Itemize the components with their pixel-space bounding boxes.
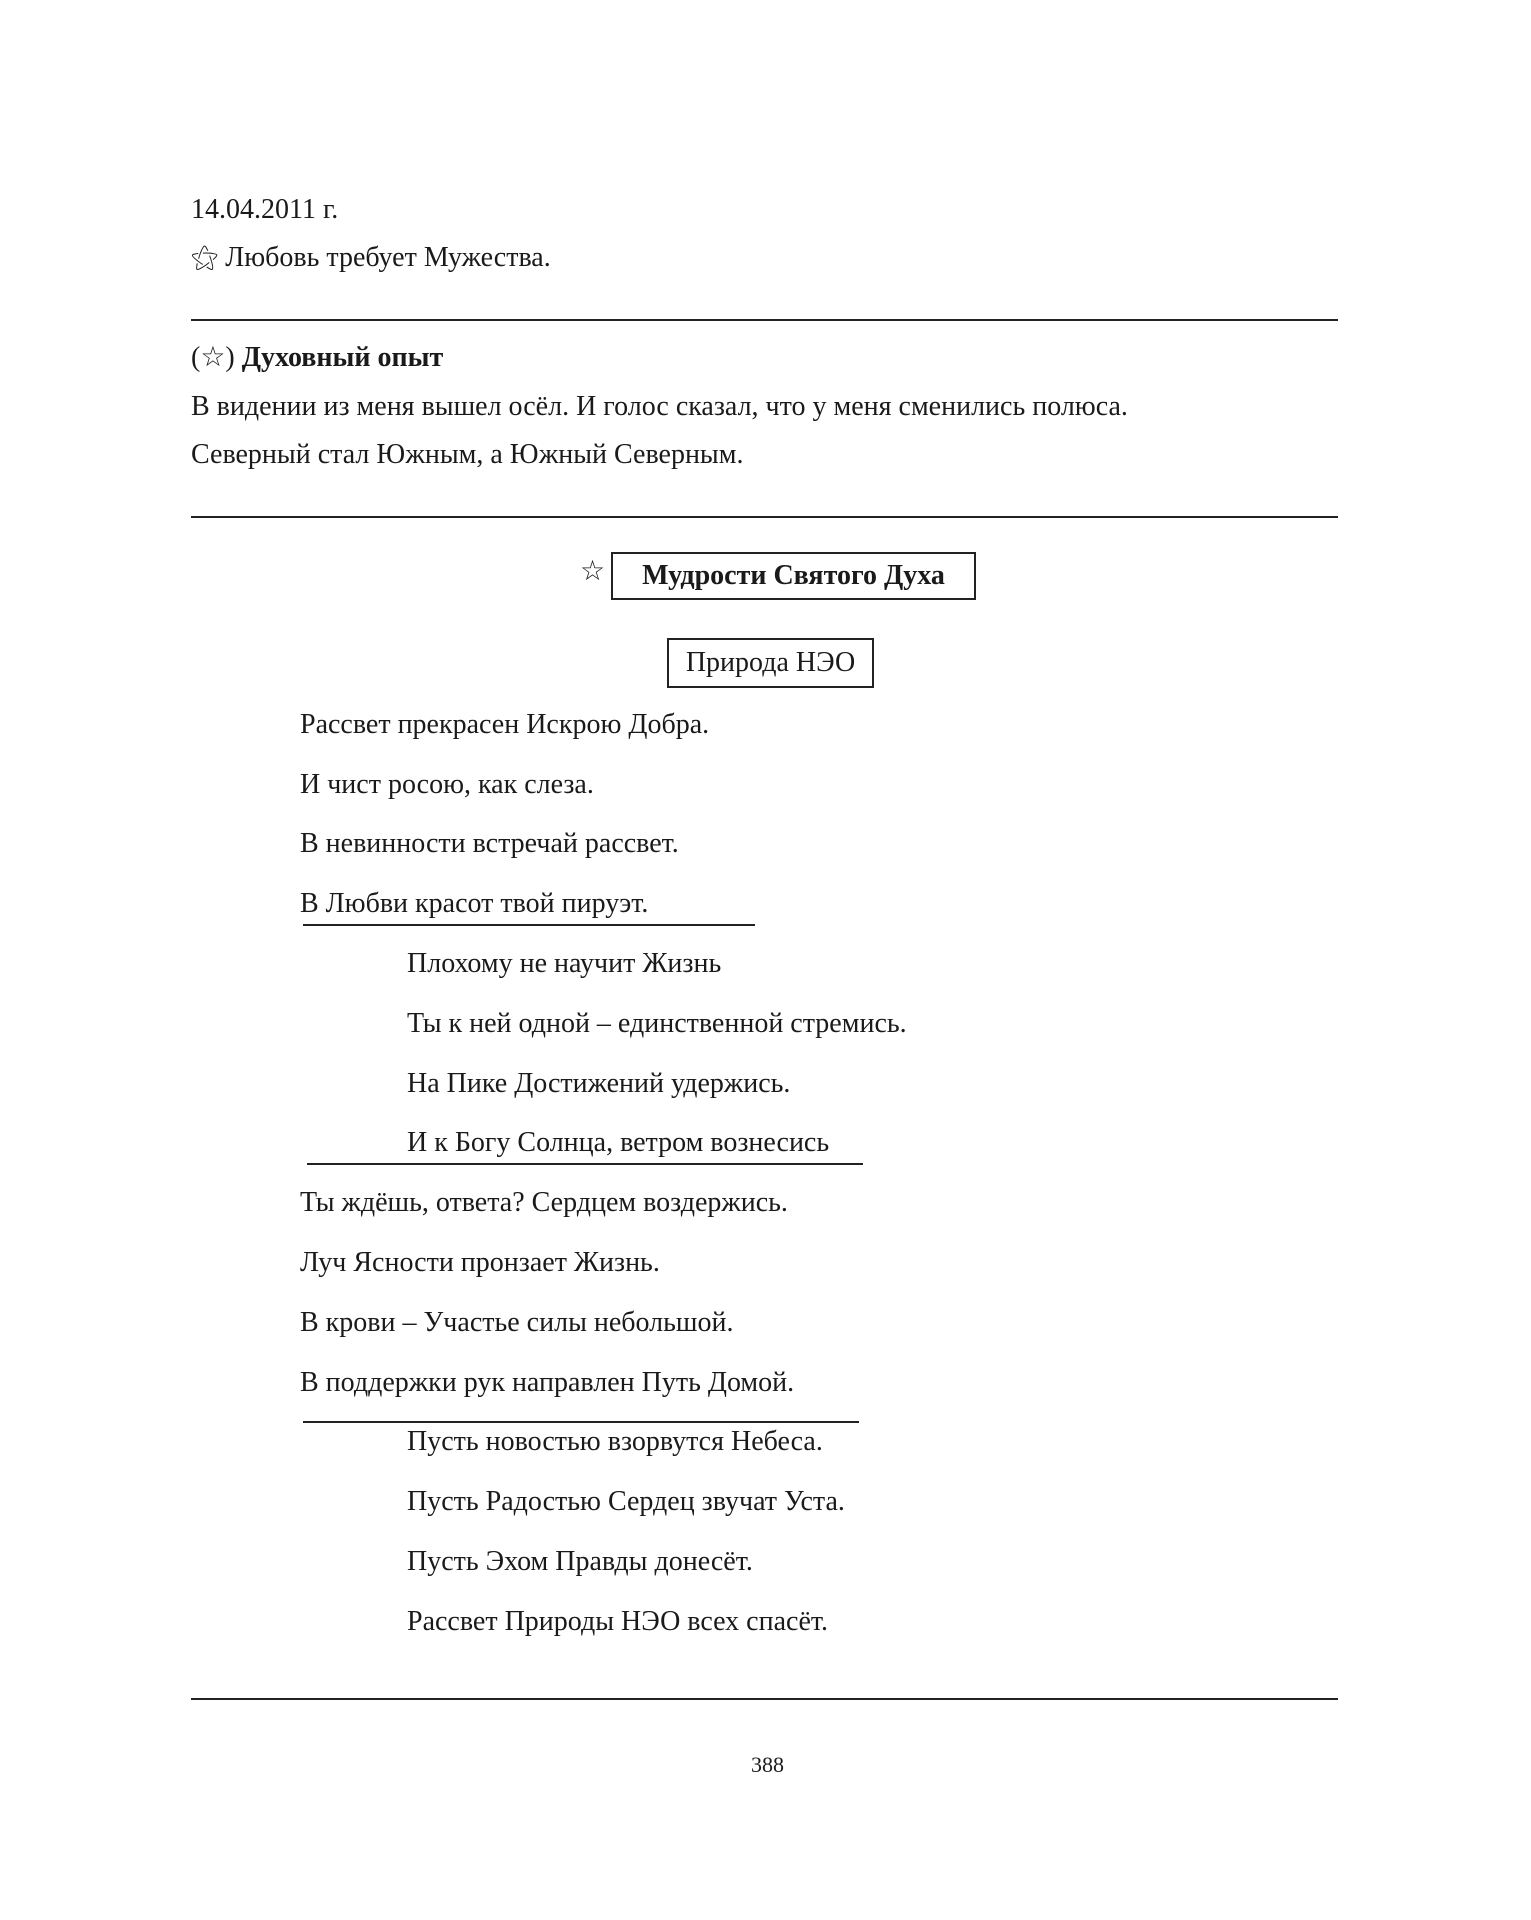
motto-line (191, 241, 551, 275)
poem-line: В крови – Участье силы небольшой. (300, 1307, 734, 1338)
poem-title: Природа НЭО (685, 647, 856, 678)
poem-line: Пусть новостью взорвутся Небеса. (407, 1426, 823, 1457)
poem-line: Ты к ней одной – единственной стремись. (407, 1008, 907, 1039)
entry-date: 14.04.2011 г. (191, 194, 339, 225)
poem-line: Плохому не научит Жизнь (407, 948, 722, 979)
divider-3 (191, 1698, 1338, 1700)
poem-line: Ты ждёшь, ответа? Сердцем воздержись. (300, 1187, 788, 1218)
divider-2 (191, 516, 1338, 518)
poem-line: Рассвет прекрасен Искрою Добра. (300, 709, 710, 740)
poem-line: На Пике Достижений удержись. (407, 1068, 791, 1099)
poem-title-box (667, 638, 874, 688)
poem-line: И к Богу Солнца, ветром вознесись (407, 1127, 830, 1158)
experience-line-1: В видении из меня вышел осёл. И голос сказал, что у меня сменились полюса. (191, 391, 1128, 422)
poem-line: В Любви красот твой пируэт. (300, 888, 649, 919)
poem-line: Луч Ясности пронзает Жизнь. (300, 1247, 660, 1278)
experience-line-2: Северный стал Южным, а Южный Северным. (191, 439, 744, 470)
stanza-underline (303, 1421, 859, 1423)
divider-1 (191, 319, 1338, 321)
star-outline-icon: ☆ (580, 556, 606, 587)
star-outline-icon: (☆) (191, 342, 235, 373)
section-title-box (611, 552, 976, 600)
page-number: 388 (751, 1752, 784, 1777)
poem-line: В невинности встречай рассвет. (300, 828, 679, 859)
poem-line: В поддержки рук направлен Путь Домой. (300, 1367, 795, 1398)
stanza-underline (307, 1163, 863, 1165)
poem-line: Рассвет Природы НЭО всех спасёт. (407, 1606, 829, 1637)
poem-line: Пусть Радостью Сердец звучат Уста. (407, 1486, 845, 1517)
motto-text: Любовь требует Мужества. (225, 242, 551, 273)
poem-line: И чист росою, как слеза. (300, 769, 594, 800)
poem-line: Пусть Эхом Правды донесёт. (407, 1546, 753, 1577)
experience-heading-text: Духовный опыт (241, 342, 444, 373)
stanza-underline (303, 924, 755, 926)
star-in-circle-icon: ⚝ (191, 242, 219, 273)
experience-heading (191, 341, 443, 375)
section-title: Мудрости Святого Духа (642, 560, 945, 591)
